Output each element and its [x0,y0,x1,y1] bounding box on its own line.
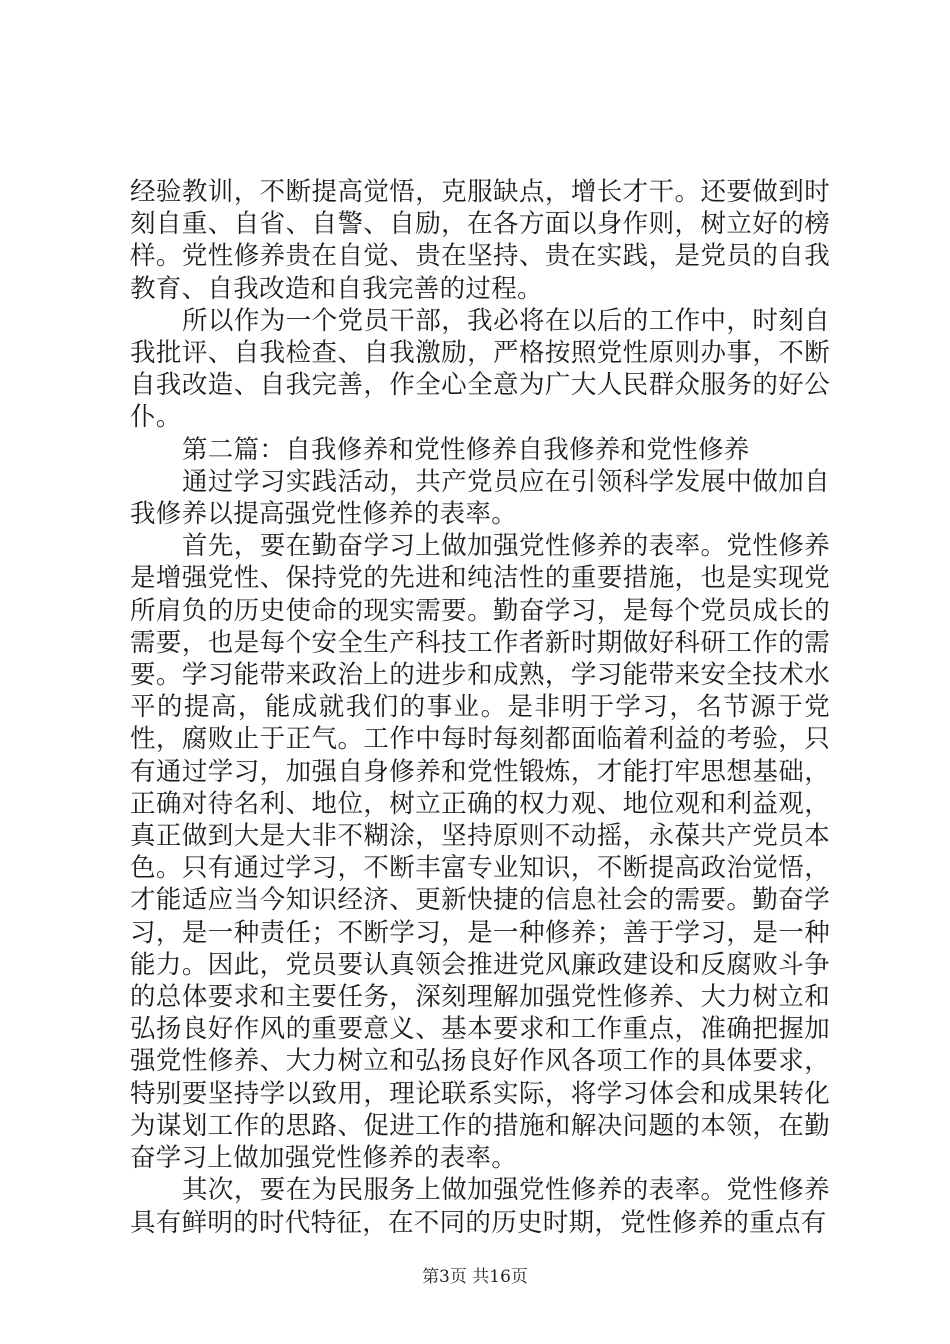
paragraph-continuation: 经验教训，不断提高觉悟，克服缺点，增长才干。还要做到时刻自重、自省、自警、自励，在各方面以身作则，树立好的榜样。党性修养贵在自觉、贵在坚持、贵在实践，是党员的自我教育、自我改造和自我完善的过程。 [130,177,830,304]
paragraph-first-point: 首先，要在勤奋学习上做加强党性修养的表率。党性修养是增强党性、保持党的先进和纯洁性的重要措施，也是实现党所肩负的历史使命的现实需要。勤奋学习，是每个党员成长的需要，也是每个安全生产科技工作者新时期做好科研工作的需要。学习能带来政治上的进步和成熟，学习能带来安全技术水平的提高，能成就我们的事业。是非明于学习，名节源于党性，腐败止于正气。工作中每时每刻都面临着利益的考验，只有通过学习，加强自身修养和党性锻炼，才能打牢思想基础，正确对待名利、地位，树立正确的权力观、地位观和利益观，真正做到大是大非不糊涂，坚持原则不动摇，永葆共产党员本色。只有通过学习，不断丰富专业知识，不断提高政治觉悟，才能适应当今知识经济、更新快捷的信息社会的需要。勤奋学习，是一种责任；不断学习，是一种修养；善于学习，是一种能力。因此，党员要认真领会推进党风廉政建设和反腐败斗争的总体要求和主要任务，深刻理解加强党性修养、大力树立和弘扬良好作风的重要意义、基本要求和工作重点，准确把握加强党性修养、大力树立和弘扬良好作风各项工作的具体要求，特别要坚持学以致用，理论联系实际，将学习体会和成果转化为谋划工作的思路、促进工作的措施和解决问题的本领，在勤奋学习上做加强党性修养的表率。 [130,531,830,1174]
page-footer: 第3页 共16页 [422,1267,528,1287]
paragraph-intro: 通过学习实践活动，共产党员应在引领科学发展中做加自我修养以提高强党性修养的表率。 [130,466,830,530]
section-heading: 第二篇：自我修养和党性修养自我修养和党性修养 [182,434,750,465]
document-body [130,176,830,1239]
paragraph-second-point: 其次，要在为民服务上做加强党性修养的表率。党性修养具有鲜明的时代特征，在不同的历史时期，党性修养的重点有 [130,1175,830,1238]
paragraph-conclusion: 所以作为一个党员干部，我必将在以后的工作中，时刻自我批评、自我检查、自我激励，严格按照党性原则办事，不断自我改造、自我完善，作全心全意为广大人民群众服务的好公仆。 [130,305,830,433]
